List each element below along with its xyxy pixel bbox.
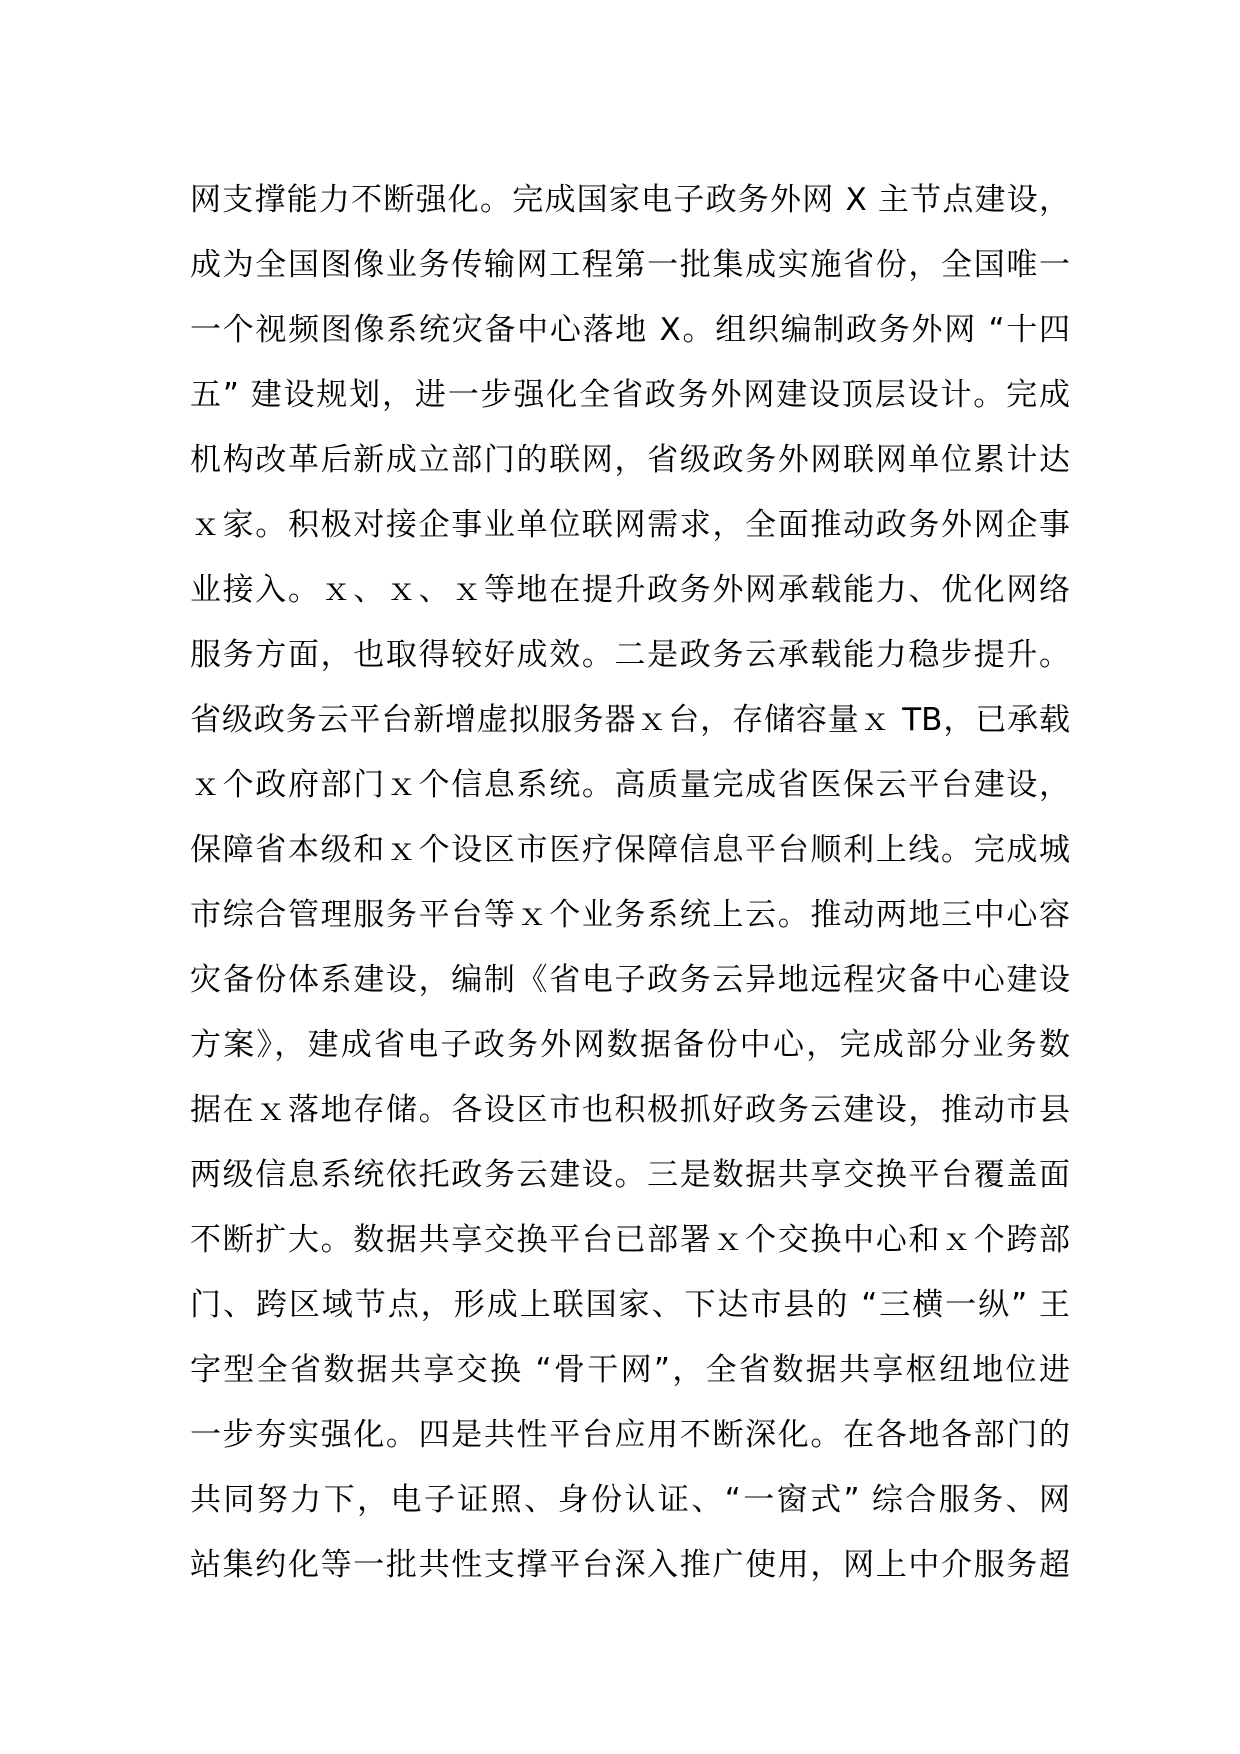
text-line: 灾备份体系建设，编制《省电子政务云异地远程灾备中心建设 — [190, 962, 1070, 998]
text-line: 不断扩大。数据共享交换平台已部署ｘ个交换中心和ｘ个跨部 — [190, 1222, 1070, 1258]
text-line: 字型全省数据共享交换 “骨干网”，全省数据共享枢纽地位进 — [190, 1352, 1070, 1388]
text-line: 一个视频图像系统灾备中心落地 X。组织编制政务外网 “十四 — [190, 312, 1070, 348]
text-line: 门、跨区域节点，形成上联国家、下达市县的 “三横一纵” 王 — [190, 1287, 1070, 1323]
text-line: 共同努力下，电子证照、身份认证、“一窗式” 综合服务、网 — [190, 1482, 1070, 1518]
text-line: ｘ家。积极对接企事业单位联网需求，全面推动政务外网企事 — [190, 507, 1070, 543]
text-line: 五” 建设规划，进一步强化全省政务外网建设顶层设计。完成 — [190, 377, 1070, 413]
text-line: 据在ｘ落地存储。各设区市也积极抓好政务云建设，推动市县 — [190, 1092, 1070, 1128]
text-line: 市综合管理服务平台等ｘ个业务系统上云。推动两地三中心容 — [190, 897, 1070, 933]
text-line: 网支撑能力不断强化。完成国家电子政务外网 X 主节点建设， — [190, 182, 1070, 218]
text-line: ｘ个政府部门ｘ个信息系统。高质量完成省医保云平台建设， — [190, 767, 1070, 803]
text-line: 机构改革后新成立部门的联网，省级政务外网联网单位累计达 — [190, 442, 1070, 478]
text-line: 方案》，建成省电子政务外网数据备份中心，完成部分业务数 — [190, 1027, 1070, 1063]
text-line: 省级政务云平台新增虚拟服务器ｘ台，存储容量ｘ TB，已承载 — [190, 702, 1070, 738]
text-line: 两级信息系统依托政务云建设。三是数据共享交换平台覆盖面 — [190, 1157, 1070, 1193]
text-line: 服务方面，也取得较好成效。二是政务云承载能力稳步提升。 — [190, 637, 1070, 673]
text-line: 业接入。ｘ、ｘ、ｘ等地在提升政务外网承载能力、优化网络 — [190, 572, 1070, 608]
text-line: 一步夯实强化。四是共性平台应用不断深化。在各地各部门的 — [190, 1417, 1070, 1453]
text-line: 保障省本级和ｘ个设区市医疗保障信息平台顺利上线。完成城 — [190, 832, 1070, 868]
text-line: 站集约化等一批共性支撑平台深入推广使用，网上中介服务超 — [190, 1547, 1070, 1583]
text-line: 成为全国图像业务传输网工程第一批集成实施省份，全国唯一 — [190, 247, 1070, 283]
body-text — [190, 168, 1070, 1598]
